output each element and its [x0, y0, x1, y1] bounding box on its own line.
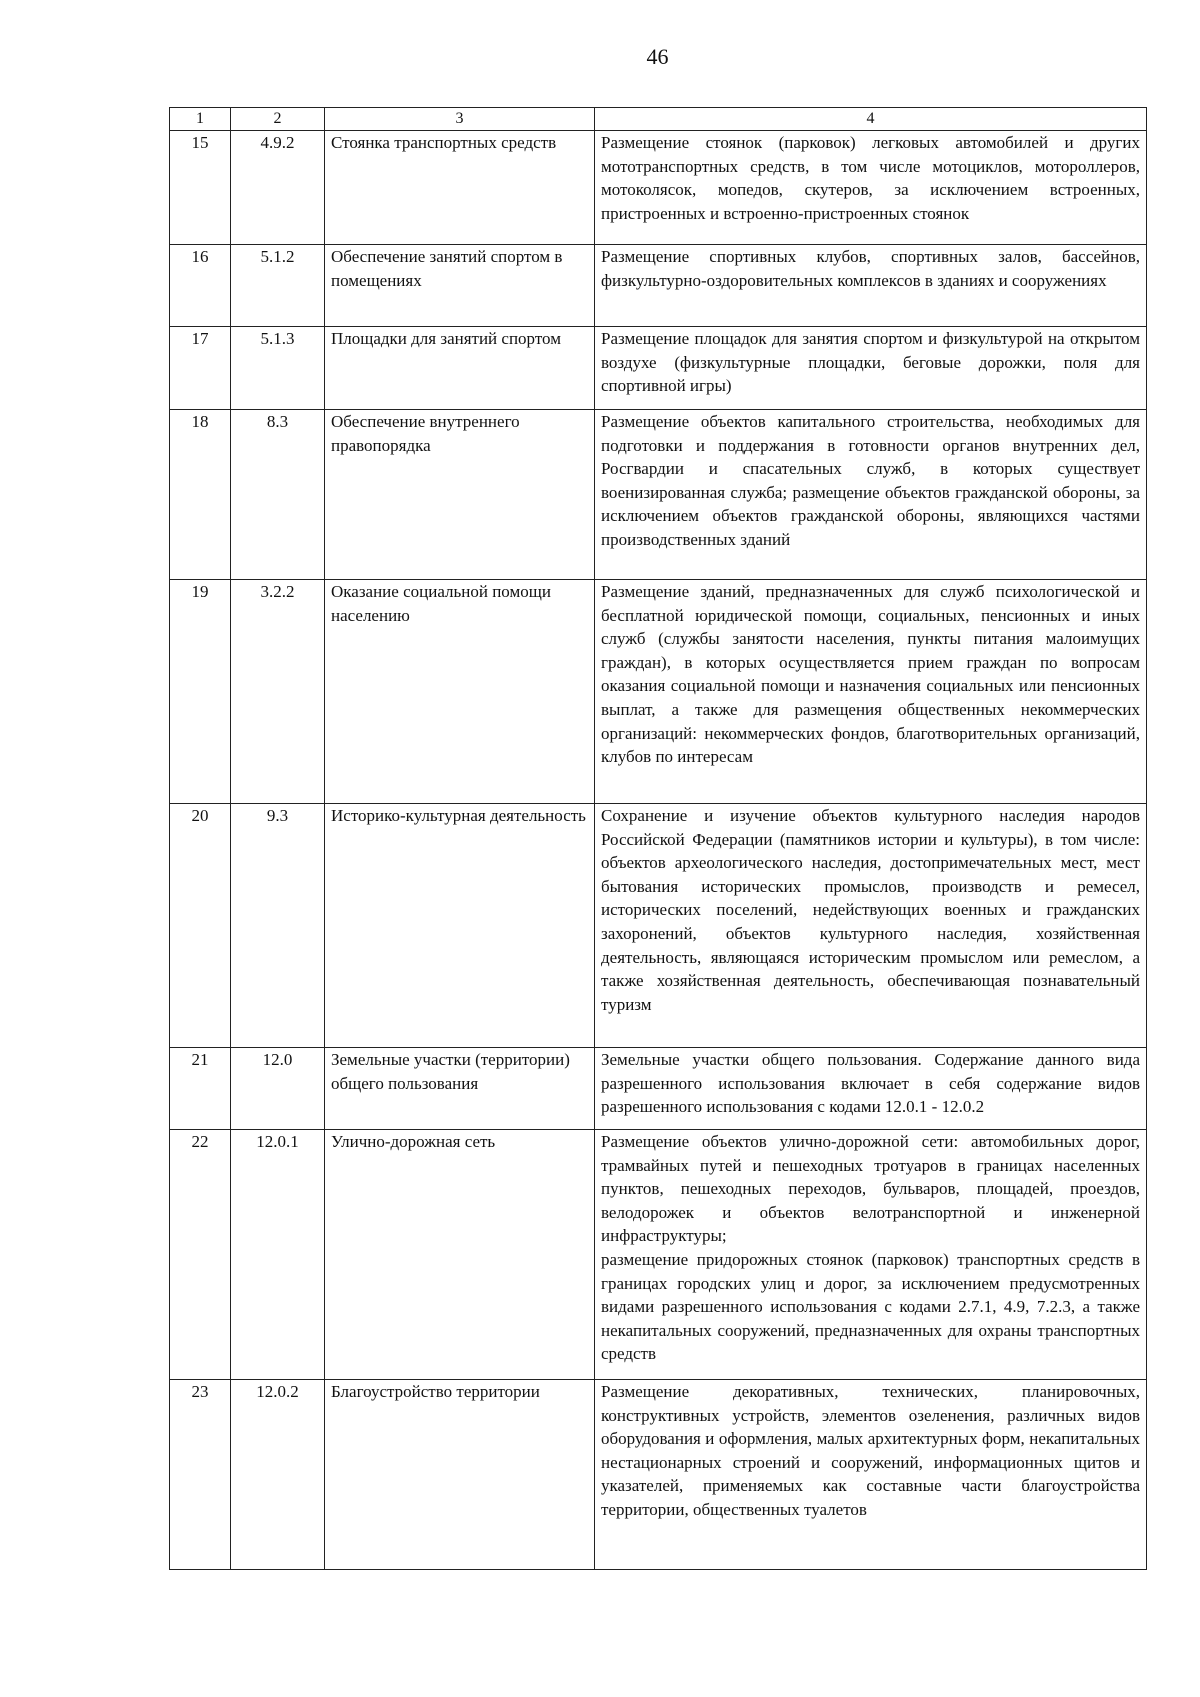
row-description: Размещение зданий, предназначенных для служб психологической и бесплатной юридической помощи, социальных, пенсионных и иных служб (службы занятости населения, пункты питания малоимущих граждан), в которых осуществляется прием граждан по вопросам оказания социальной помощи и назначения социальных или пенсионных выплат, а также для размещения общественных некоммерческих организаций: некоммерческих фондов, благотворительных организаций, клубов по интересам — [595, 580, 1147, 804]
table-header-row — [170, 108, 1147, 131]
row-code: 12.0 — [231, 1048, 325, 1130]
row-description-part-2: размещение придорожных стоянок (парковок) транспортных средств в границах городских улиц и дорог, за исключением предусмотренных видами разрешенного использования с кодами 2.7.1, 4.9, 7.2.3, а также некапитальных сооружений, предназначенных для охраны транспортных средств — [601, 1249, 1140, 1364]
row-description: Сохранение и изучение объектов культурного наследия народов Российской Федерации (памятников истории и культуры), в том числе: объектов археологического наследия, достопримечательных мест, мест бытования исторических промыслов, производств и ремесел, исторических поселений, недействующих военных и гражданских захоронений, объектов культурного наследия, хозяйственная деятельность, являющаяся историческим промыслом или ремеслом, а также хозяйственная деятельность, обеспечивающая познавательный туризм — [595, 804, 1147, 1048]
row-number: 17 — [170, 327, 231, 410]
row-name: Оказание социальной помощи населению — [325, 580, 595, 804]
table-row — [170, 804, 1147, 1048]
row-code: 3.2.2 — [231, 580, 325, 804]
row-number: 23 — [170, 1380, 231, 1570]
row-name: Улично-дорожная сеть — [325, 1130, 595, 1380]
row-description: Размещение площадок для занятия спортом и физкультурой на открытом воздухе (физкультурные площадки, беговые дорожки, поля для спортивной игры) — [595, 327, 1147, 410]
row-description — [595, 1130, 1147, 1380]
row-name: Историко-культурная деятельность — [325, 804, 595, 1048]
page-number: 46 — [646, 44, 669, 69]
header-col-2: 2 — [231, 108, 325, 131]
row-code: 8.3 — [231, 410, 325, 580]
row-code: 12.0.2 — [231, 1380, 325, 1570]
header-col-1: 1 — [170, 108, 231, 131]
header-col-4: 4 — [595, 108, 1147, 131]
row-description-part-1: Размещение объектов улично-дорожной сети: автомобильных дорог, трамвайных путей и пешеходных тротуаров в границах населенных пунктов, пешеходных переходов, бульваров, площадей, проездов, велодорожек и объектов велотранспортной и инженерной инфраструктуры; — [601, 1132, 1140, 1246]
table-row — [170, 1380, 1147, 1570]
row-number: 20 — [170, 804, 231, 1048]
row-code: 12.0.1 — [231, 1130, 325, 1380]
table-row — [170, 131, 1147, 245]
row-description: Размещение спортивных клубов, спортивных залов, бассейнов, физкультурно-оздоровительных комплексов в зданиях и сооружениях — [595, 245, 1147, 327]
row-description: Земельные участки общего пользования. Содержание данного вида разрешенного использования включает в себя содержание видов разрешенного использования с кодами 12.0.1 - 12.0.2 — [595, 1048, 1147, 1130]
table-row — [170, 580, 1147, 804]
row-name: Площадки для занятий спортом — [325, 327, 595, 410]
row-number: 18 — [170, 410, 231, 580]
row-description: Размещение декоративных, технических, планировочных, конструктивных устройств, элементов озеленения, различных видов оборудования и оформления, малых архитектурных форм, некапитальных нестационарных строений и сооружений, информационных щитов и указателей, применяемых как составные части благоустройства территории, общественных туалетов — [595, 1380, 1147, 1570]
header-col-3: 3 — [325, 108, 595, 131]
table-row — [170, 1048, 1147, 1130]
table-row — [170, 1130, 1147, 1380]
row-code: 5.1.2 — [231, 245, 325, 327]
row-code: 5.1.3 — [231, 327, 325, 410]
row-number: 15 — [170, 131, 231, 245]
row-name: Благоустройство территории — [325, 1380, 595, 1570]
table-row — [170, 245, 1147, 327]
land-use-table — [169, 107, 1147, 1570]
row-description: Размещение объектов капитального строительства, необходимых для подготовки и поддержания в готовности органов внутренних дел, Росгвардии и спасательных служб, в которых существует военизированная служба; размещение объектов гражданской обороны, за исключением объектов гражданской обороны, являющихся частями производственных зданий — [595, 410, 1147, 580]
row-name: Стоянка транспортных средств — [325, 131, 595, 245]
row-number: 16 — [170, 245, 231, 327]
row-code: 4.9.2 — [231, 131, 325, 245]
row-name: Обеспечение занятий спортом в помещениях — [325, 245, 595, 327]
row-number: 22 — [170, 1130, 231, 1380]
row-description: Размещение стоянок (парковок) легковых автомобилей и других мототранспортных средств, в том числе мотоциклов, мотороллеров, мотоколясок, мопедов, скутеров, за исключением встроенных, пристроенных и встроенно-пристроенных стоянок — [595, 131, 1147, 245]
row-number: 19 — [170, 580, 231, 804]
row-code: 9.3 — [231, 804, 325, 1048]
row-name: Земельные участки (территории) общего пользования — [325, 1048, 595, 1130]
row-name: Обеспечение внутреннего правопорядка — [325, 410, 595, 580]
table-row — [170, 410, 1147, 580]
row-number: 21 — [170, 1048, 231, 1130]
table-row — [170, 327, 1147, 410]
